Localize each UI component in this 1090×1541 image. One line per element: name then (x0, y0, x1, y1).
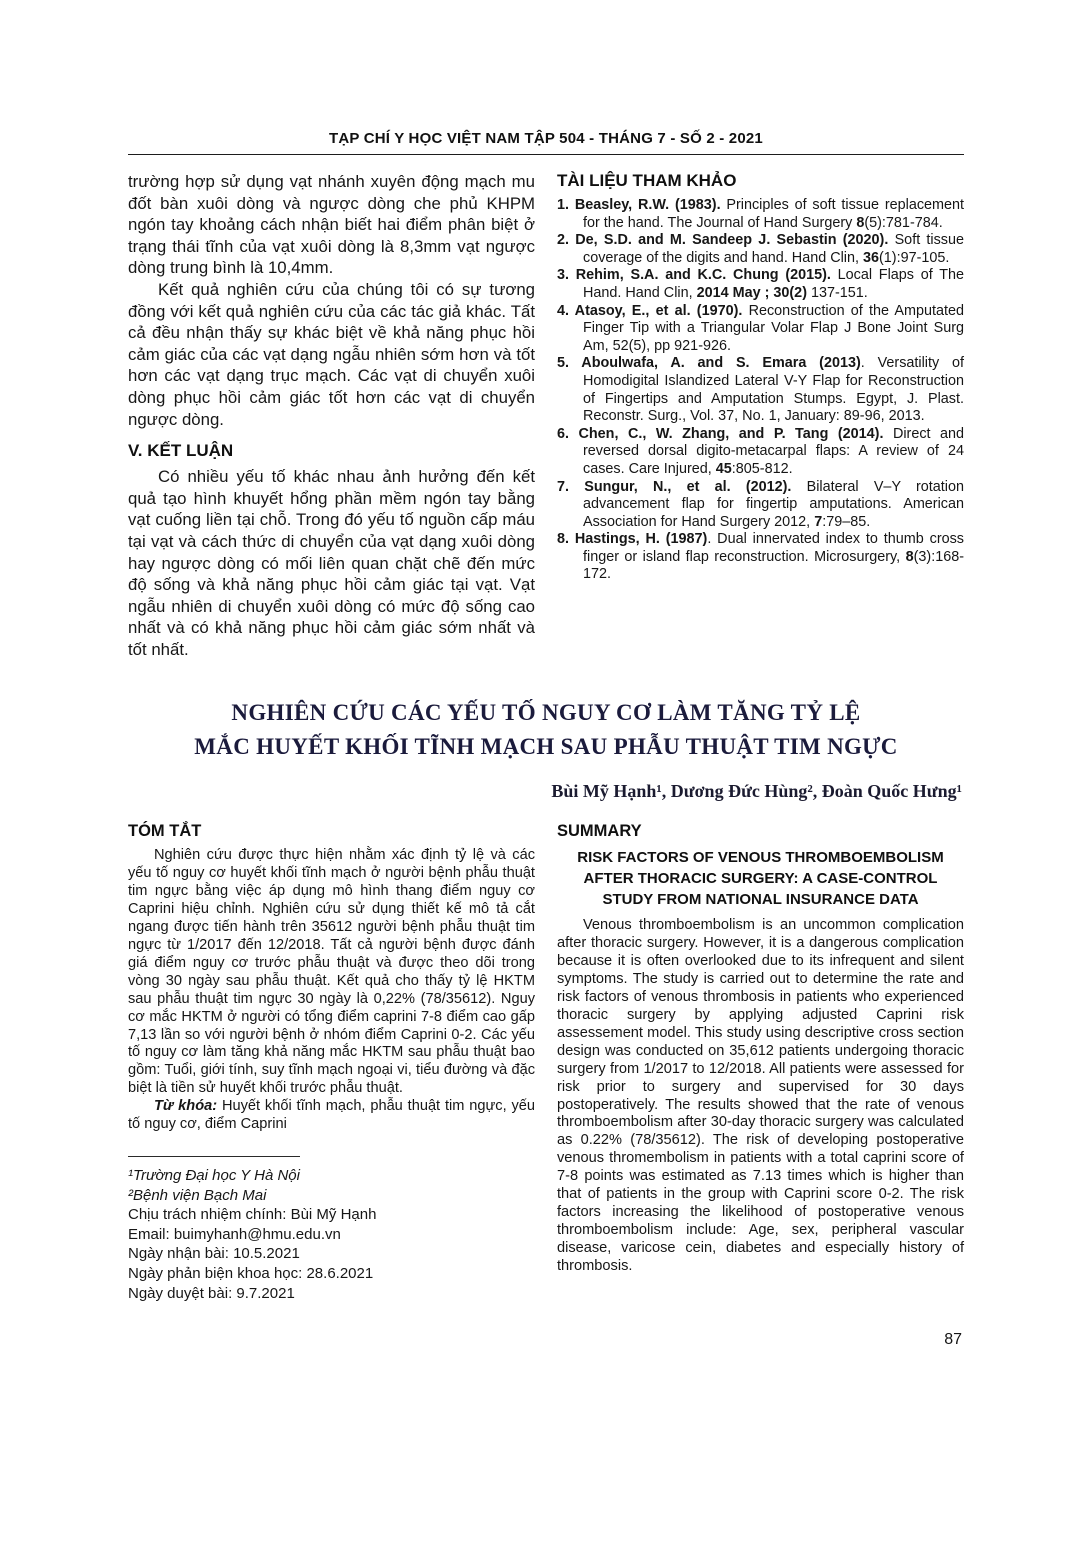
reference-number: 2. (557, 232, 576, 249)
footnote-line: Chịu trách nhiệm chính: Bùi Mỹ Hạnh (128, 1206, 377, 1224)
reference-text-segment: (1):97-105. (879, 249, 950, 266)
reference-number: 5. (557, 355, 582, 372)
reference-text-segment: (3):168-172. (583, 548, 964, 583)
reference-text-segment: De, S.D. and M. Sandeep J. Sebastin (2020). (575, 232, 889, 249)
page-content (128, 130, 964, 1349)
reference-text-segment: Bilateral V–Y rotation advancement flap for fingertip amputations. American Association for Hand Surgery 2012, (583, 478, 964, 530)
reference-text-segment: Reconstruction of the Amputated Finger Tip with a Triangular Volar Flap J Bone Joint Surg Am, 52(5), pp 921-926. (583, 302, 964, 354)
conclusion-paragraph: Có nhiều yếu tố khác nhau ảnh hưởng đến kết quả tạo hình khuyết hổng phần mềm ngón tay bằng vạt cuống liền tại chỗ. Trong đó yếu tố nguồn cấp máu tại vạt và cách thức di chuyển của vạt dạng xuôi dòng hay ngược dòng có mối liên quan chặt chẽ đến mức độ sống và khả năng phục hồi cảm giác tại vạt. Vạt ngẫu nhiên di chuyển xuôi dòng có mức độ sống cao nhất và có khả năng phục hồi cảm giác sớm nhất và tốt nhất. (128, 467, 535, 659)
summary-title: RISK FACTORS OF VENOUS THROMBOEMBOLISM AFTER THORACIC SURGERY: A CASE-CONTROL STUDY FROM NATIONAL INSURANCE DATA (577, 849, 944, 909)
reference-text-segment: 7 (814, 513, 823, 530)
footnote-line: Ngày phản biện khoa học: 28.6.2021 (128, 1264, 374, 1282)
reference-item (557, 355, 964, 425)
abstract-heading: TÓM TẮT (128, 822, 202, 841)
article-title-line-1: NGHIÊN CỨU CÁC YẾU TỐ NGUY CƠ LÀM TĂNG TỶ LỆ (231, 700, 861, 726)
references-heading: TÀI LIỆU THAM KHẢO (557, 171, 737, 190)
conclusion-heading: V. KẾT LUẬN (128, 441, 234, 461)
reference-item (557, 479, 964, 532)
reference-text-segment: 137-151. (806, 284, 868, 301)
reference-number: 3. (557, 267, 576, 284)
reference-text-segment: 45 (715, 460, 732, 477)
references-list (557, 197, 964, 584)
reference-item (557, 426, 964, 479)
abstract-summary-section (128, 822, 964, 1303)
article-title-line-2: MẮC HUYẾT KHỐI TĨNH MẠCH SAU PHẪU THUẬT TIM NGỰC (194, 734, 898, 760)
reference-item (557, 303, 964, 356)
previous-article-section (128, 171, 964, 660)
reference-text-segment: . Dual innervated index to thumb cross finger or island flap reconstruction. Microsurgery, (583, 531, 965, 565)
reference-text-segment: Rehim, S.A. and K.C. Chung (2015). (575, 267, 831, 284)
reference-text-segment: Beasley, R.W. (1983). (574, 197, 721, 213)
page-header (128, 130, 964, 155)
abstract-paragraph: Nghiên cứu được thực hiện nhằm xác định tỷ lệ và các yếu tố nguy cơ huyết khối tĩnh mạch ở người bệnh phẫu thuật tim ngực bằng việc áp dụng mô hình thang điểm nguy cơ Caprini hiệu chỉnh. Nghiên cứu sử dụng thiết kế mô tả cắt ngang được tiến hành trên 35612 người bệnh phẫu thuật tim ngực từ 1/2017 đến 12/2018. Tất cả người bệnh được đánh giá điểm nguy cơ trước phẫu thuật và được theo dõi trong vòng 30 ngày sau phẫu thuật. Kết quả cho thấy tỷ lệ HKTM sau phẫu thuật tim ngực 30 ngày là 0,22% (78/35612). Nguy cơ mắc HKTM ở người có tổng điểm caprini 7-8 điểm cao gấp 7,13 lần so với người bệnh ở nhóm điểm Caprini 0-2. Các yếu tố nguy cơ làm tăng khả năng mắc HKTM sau phẫu thuật bao gồm: Tuổi, giới tính, suy tĩnh mạch ngoại vi, tiểu đường và đặc biệt là tiền sử huyết khối trước phẫu thuật. (128, 847, 535, 1097)
reference-text-segment: Sungur, N., et al. (2012). (584, 478, 792, 495)
reference-text-segment: Atasoy, E., et al. (1970). (574, 302, 743, 319)
reference-text-segment: 8 (856, 214, 865, 231)
references-column (557, 171, 964, 660)
prev-article-left-column (128, 171, 535, 660)
reference-text-segment: Soft tissue coverage of the digits and hand. Hand Clin, (583, 232, 965, 266)
reference-text-segment: . Versatility of Homodigital Islandized Lateral V-Y Flap for Reconstruction of Fingertips and Amputation Stumps. Egypt, J. Plast. Reconstr. Surg., Vol. 37, No. 1, January: 89-96, 2013. (583, 355, 964, 425)
reference-text-segment: 8 (905, 548, 914, 565)
reference-text-segment: Direct and reversed dorsal digito-metacarpal flaps: A review of 24 cases. Care Injured, (583, 425, 965, 477)
footnote-line: Email: buimyhanh@hmu.edu.vn (128, 1225, 341, 1243)
journal-header-title: TẠP CHÍ Y HỌC VIỆT NAM TẬP 504 - THÁNG 7 - SỐ 2 - 2021 (329, 130, 763, 147)
reference-text-segment: 2014 May ; 30(2) (696, 284, 807, 301)
article-title (128, 696, 964, 764)
article-authors: Bùi Mỹ Hạnh¹, Dương Đức Hùng², Đoàn Quốc Hưng¹ (551, 781, 962, 802)
reference-text-segment: Chen, C., W. Zhang, and P. Tang (2014). (578, 425, 884, 442)
abstract-column (128, 822, 535, 1303)
reference-item (557, 197, 964, 232)
footnote-line: Ngày duyệt bài: 9.7.2021 (128, 1284, 295, 1302)
reference-item (557, 531, 964, 584)
footnotes-list (128, 1166, 535, 1303)
reference-text-segment: Principles of soft tissue replacement for the hand. The Journal of Hand Surgery (583, 197, 965, 231)
footnote-divider (128, 1156, 300, 1157)
summary-paragraph: Venous thromboembolism is an uncommon complication after thoracic surgery. However, it is a dangerous complication because it is often overlooked due to its infrequent and silent symptoms. The study is carried out to determine the rate and risk factors of venous thrombosis in patients who experienced thoracic surgery by applying adjusted Caprini risk assessement model. This study using descriptive cross section design was conducted on 35,612 patients undergoing thoracic surgery from 1/2017 to 12/2018. All patients were assessed for risk prior to surgery and supervised for 30 days postoperatively. The results showed that the rate of venous thromboembolism after 30-day thoracic surgery was calculated as 0.22% (78/35612). The risk of developing postoperative venous thromembolism in patients with a total caprini score of 7-8 points was estimated as 7.13 times which is higher than that of patients in the group with Caprini score 0-2. The risk factors increasing the likelihood of postoperative venous thromboembolism include: Age, sex, peripheral vascular disease, varicose cein, diabetes and especially history of thrombosis. (557, 917, 964, 1274)
reference-text-segment: 36 (863, 249, 880, 266)
summary-column (557, 822, 964, 1303)
body-paragraph: Kết quả nghiên cứu của chúng tôi có sự tương đồng với kết quả nghiên cứu của các tác giả khác. Tất cả đều nhận thấy sự khác biệt về khả năng phục hồi cảm giác của các vạt dạng ngẫu nhiên sớm hơn và tốt hơn các vạt dạng trục mạch. Các vạt di chuyển xuôi dòng phục hồi cảm giác tốt hơn các vạt di chuyển ngược dòng. (128, 279, 535, 429)
reference-number: 6. (557, 425, 579, 442)
reference-text-segment: :805-812. (731, 460, 793, 477)
footnote-line: Ngày nhận bài: 10.5.2021 (128, 1245, 300, 1263)
keywords-label: Từ khóa: (154, 1098, 218, 1115)
article-title-block (128, 696, 964, 802)
header-divider (128, 154, 964, 155)
reference-text-segment: (5):781-784. (864, 214, 943, 231)
reference-number: 4. (557, 302, 575, 319)
reference-text-segment: Hastings, H. (1987) (574, 531, 708, 548)
keywords-paragraph (128, 1098, 535, 1134)
summary-heading: SUMMARY (557, 822, 642, 841)
footnote-line: ²Bệnh viện Bạch Mai (128, 1186, 267, 1204)
footnote-block (128, 1156, 535, 1303)
page-number: 87 (944, 1331, 962, 1349)
footnote-line: ¹Trường Đại học Y Hà Nội (128, 1166, 300, 1184)
reference-item (557, 267, 964, 302)
reference-text-segment: :79–85. (822, 513, 871, 530)
reference-text-segment: Aboulwafa, A. and S. Emara (2013) (581, 355, 861, 372)
reference-number: 8. (557, 531, 575, 548)
body-paragraph: trường hợp sử dụng vạt nhánh xuyên động mạch mu đốt bàn xuôi dòng và ngược dòng che phủ KHPM ngón tay khoảng cách nhận biết hai điểm phân biệt ở trạng thái tĩnh của vạt xuôi dòng là 8,3mm vạt ngược dòng trung bình là 10,4mm. (128, 172, 535, 278)
reference-text-segment: Local Flaps of The Hand. Hand Clin, (583, 267, 965, 301)
keywords-text: Huyết khối tĩnh mạch, phẫu thuật tim ngực, yếu tố nguy cơ, điểm Caprini (128, 1098, 535, 1133)
reference-number: 7. (557, 478, 585, 495)
reference-number: 1. (557, 197, 575, 213)
reference-item (557, 232, 964, 267)
